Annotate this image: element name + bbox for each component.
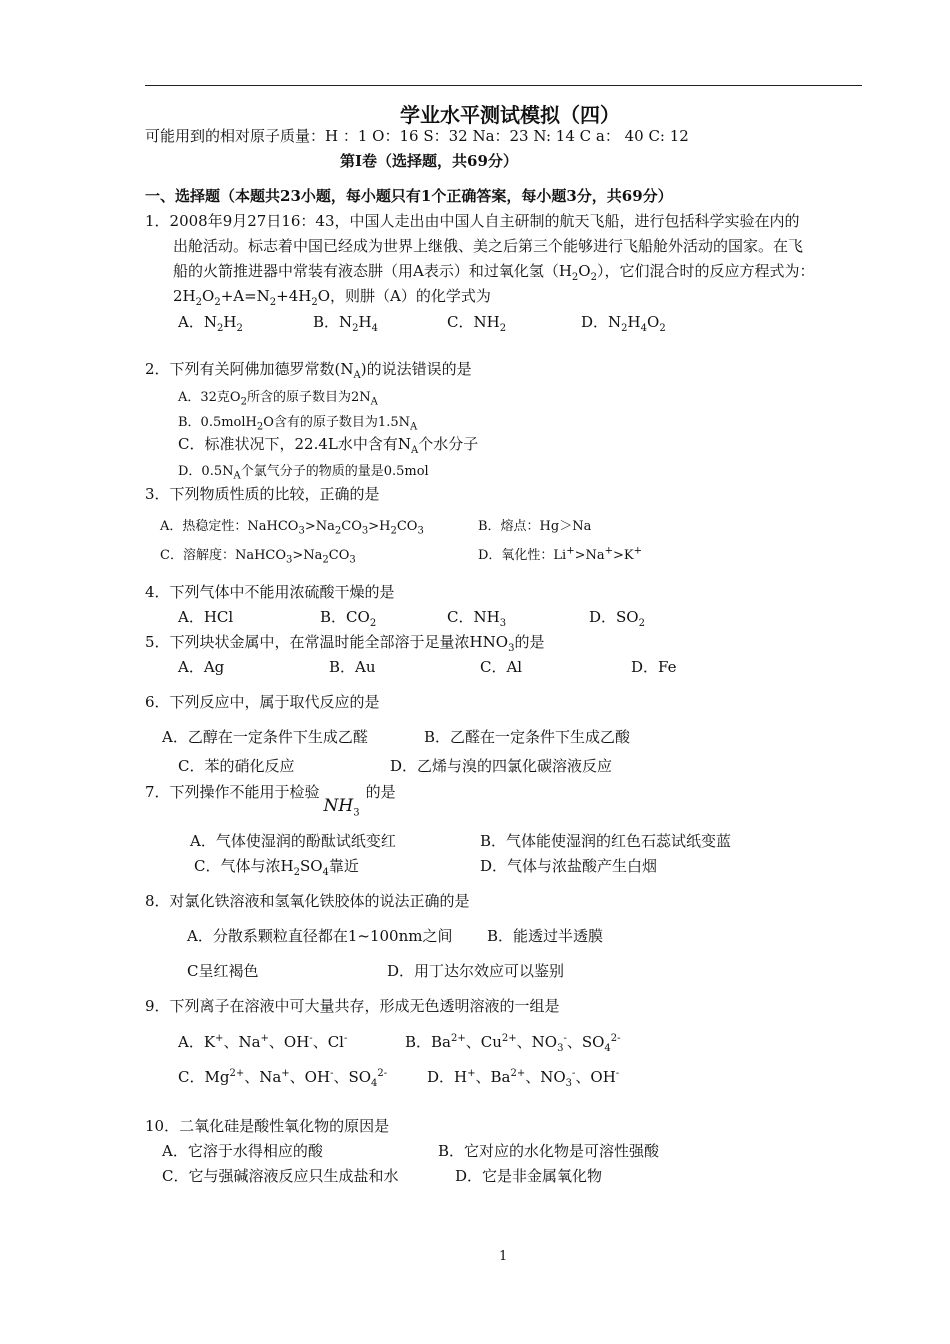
q1-option-c: C．$NH_2$ <box>447 313 507 334</box>
q9-option-d: D．H+、$Ba^{2+}$、$NO_3^-$、OH- <box>427 1068 620 1089</box>
q1-line-3: 船的火箭推进器中常装有液态肼（用A表示）和过氧化氢$(H_2O_2)$，它们混合时的反应方程式为： <box>173 262 815 283</box>
q9-option-a: A．K+、Na+、OH-、Cl- <box>178 1033 348 1051</box>
atomic-masses: 可能用到的相对原子质量：H ：1 O：16 S：32 Na：23 N: 14 C a： 40 C: 12 <box>145 127 689 145</box>
q6-option-d: D．乙烯与溴的四氯化碳溶液反应 <box>390 757 613 775</box>
q9-stem: 9．下列离子在溶液中可大量共存，形成无色透明溶液的一组是 <box>145 997 560 1015</box>
header-rule <box>145 85 862 86</box>
q7-stem: 7．下列操作不能用于检验$NH_3$的是 <box>145 783 396 819</box>
q2-option-c: C．标准状况下，22.4L水中含有$N_A$个水分子 <box>178 435 479 456</box>
q4-option-a: A．HCl <box>178 608 234 626</box>
q10-option-d: D．它是非金属氧化物 <box>455 1167 603 1185</box>
q1-line-2: 出舱活动。标志着中国已经成为世界上继俄、美之后第三个能够进行飞船舱外活动的国家。在飞 <box>173 237 804 255</box>
q8-option-b: B．能透过半透膜 <box>487 927 604 945</box>
q4-option-c: C．$NH_3$ <box>447 608 507 629</box>
q2-option-d: D．$0.5N_A$个氯气分子的物质的量是0.5mol <box>178 464 429 482</box>
q4-option-d: D．$SO_2$ <box>589 608 645 629</box>
q5-option-a: A．Ag <box>178 658 225 676</box>
q5-option-b: B．Au <box>329 658 376 676</box>
q1-option-d: D．$N_2H_4O_2$ <box>581 313 666 334</box>
q9-option-c: C．$Mg^{2+}$、Na+、OH-、$SO_4^{2-}$ <box>178 1068 388 1089</box>
q1-line-1: 1．2008年9月27日16：43，中国人走出由中国人自主研制的航天飞船，进行包括科学实验在内的 <box>145 212 800 230</box>
q8-option-c: C呈红褐色 <box>187 962 259 980</box>
part-title: 一、选择题（本题共23小题，每小题只有1个正确答案，每小题3分，共69分） <box>145 187 673 205</box>
q2-option-b: B．0.5molH$_2$O含有的原子数目为$1.5N_A$ <box>178 415 418 433</box>
q10-option-b: B．它对应的水化物是可溶性强酸 <box>438 1142 660 1160</box>
q4-stem: 4．下列气体中不能用浓硫酸干燥的是 <box>145 583 395 601</box>
q3-option-c: C．溶解度：$NaHCO_3>Na_2CO_3$ <box>160 548 356 566</box>
q10-stem: 10．二氧化硅是酸性氧化物的原因是 <box>145 1117 390 1135</box>
q1-option-a: A．$N_2H_2$ <box>178 313 243 334</box>
q7-option-b: B．气体能使湿润的红色石蕊试纸变蓝 <box>480 832 732 850</box>
q5-option-d: D．Fe <box>631 658 677 676</box>
q8-option-a: A．分散系颗粒直径都在1~100nm之间 <box>187 927 453 945</box>
q10-option-a: A．它溶于水得相应的酸 <box>162 1142 323 1160</box>
q6-option-a: A．乙醇在一定条件下生成乙醛 <box>162 728 368 746</box>
q3-option-b: B．熔点：Hg＞Na <box>478 519 592 534</box>
q5-option-c: C．Al <box>480 658 523 676</box>
q6-option-c: C．苯的硝化反应 <box>178 757 295 775</box>
q5-stem: 5．下列块状金属中，在常温时能全部溶于足量浓$HNO_3$的是 <box>145 633 545 654</box>
q1-option-b: B．$N_2H_4$ <box>313 313 378 334</box>
q8-stem: 8．对氯化铁溶液和氢氧化铁胶体的说法正确的是 <box>145 892 470 910</box>
q2-option-a: A．32克$O_2$所含的原子数目为$2N_A$ <box>178 390 378 408</box>
section-title: 第Ⅰ卷（选择题，共69分） <box>340 152 518 170</box>
q6-stem: 6．下列反应中，属于取代反应的是 <box>145 693 380 711</box>
page-number: 1 <box>499 1249 508 1264</box>
q1-equation: $2H_2O_2+A=N_2+4H_2O$，则肼（A）的化学式为 <box>173 287 491 308</box>
q6-option-b: B．乙醛在一定条件下生成乙酸 <box>424 728 631 746</box>
q7-option-c: C．气体与浓$H_2SO_4$靠近 <box>194 857 359 878</box>
q9-option-b: B．$Ba^{2+}$、$Cu^{2+}$、$NO_3^-$、$SO_4^{2-}$ <box>405 1033 621 1054</box>
q3-option-d: D．氧化性：Li+>Na+>K+ <box>478 545 643 563</box>
q8-option-d: D．用丁达尔效应可以鉴别 <box>387 962 565 980</box>
nh3-formula: $NH_3$ <box>323 796 360 819</box>
page-title: 学业水平测试模拟（四） <box>400 103 620 127</box>
q3-stem: 3．下列物质性质的比较，正确的是 <box>145 485 380 503</box>
q7-option-a: A．气体使湿润的酚酞试纸变红 <box>190 832 396 850</box>
q4-option-b: B．$CO_2$ <box>320 608 377 629</box>
q3-option-a: A．热稳定性：$NaHCO_3>Na_2CO_3>H_2CO_3$ <box>160 519 424 537</box>
q7-option-d: D．气体与浓盐酸产生白烟 <box>480 857 658 875</box>
q2-stem: 2．下列有关阿佛加德罗常数$(N_A)$的说法错误的是 <box>145 360 472 381</box>
q10-option-c: C．它与强碱溶液反应只生成盐和水 <box>162 1167 399 1185</box>
